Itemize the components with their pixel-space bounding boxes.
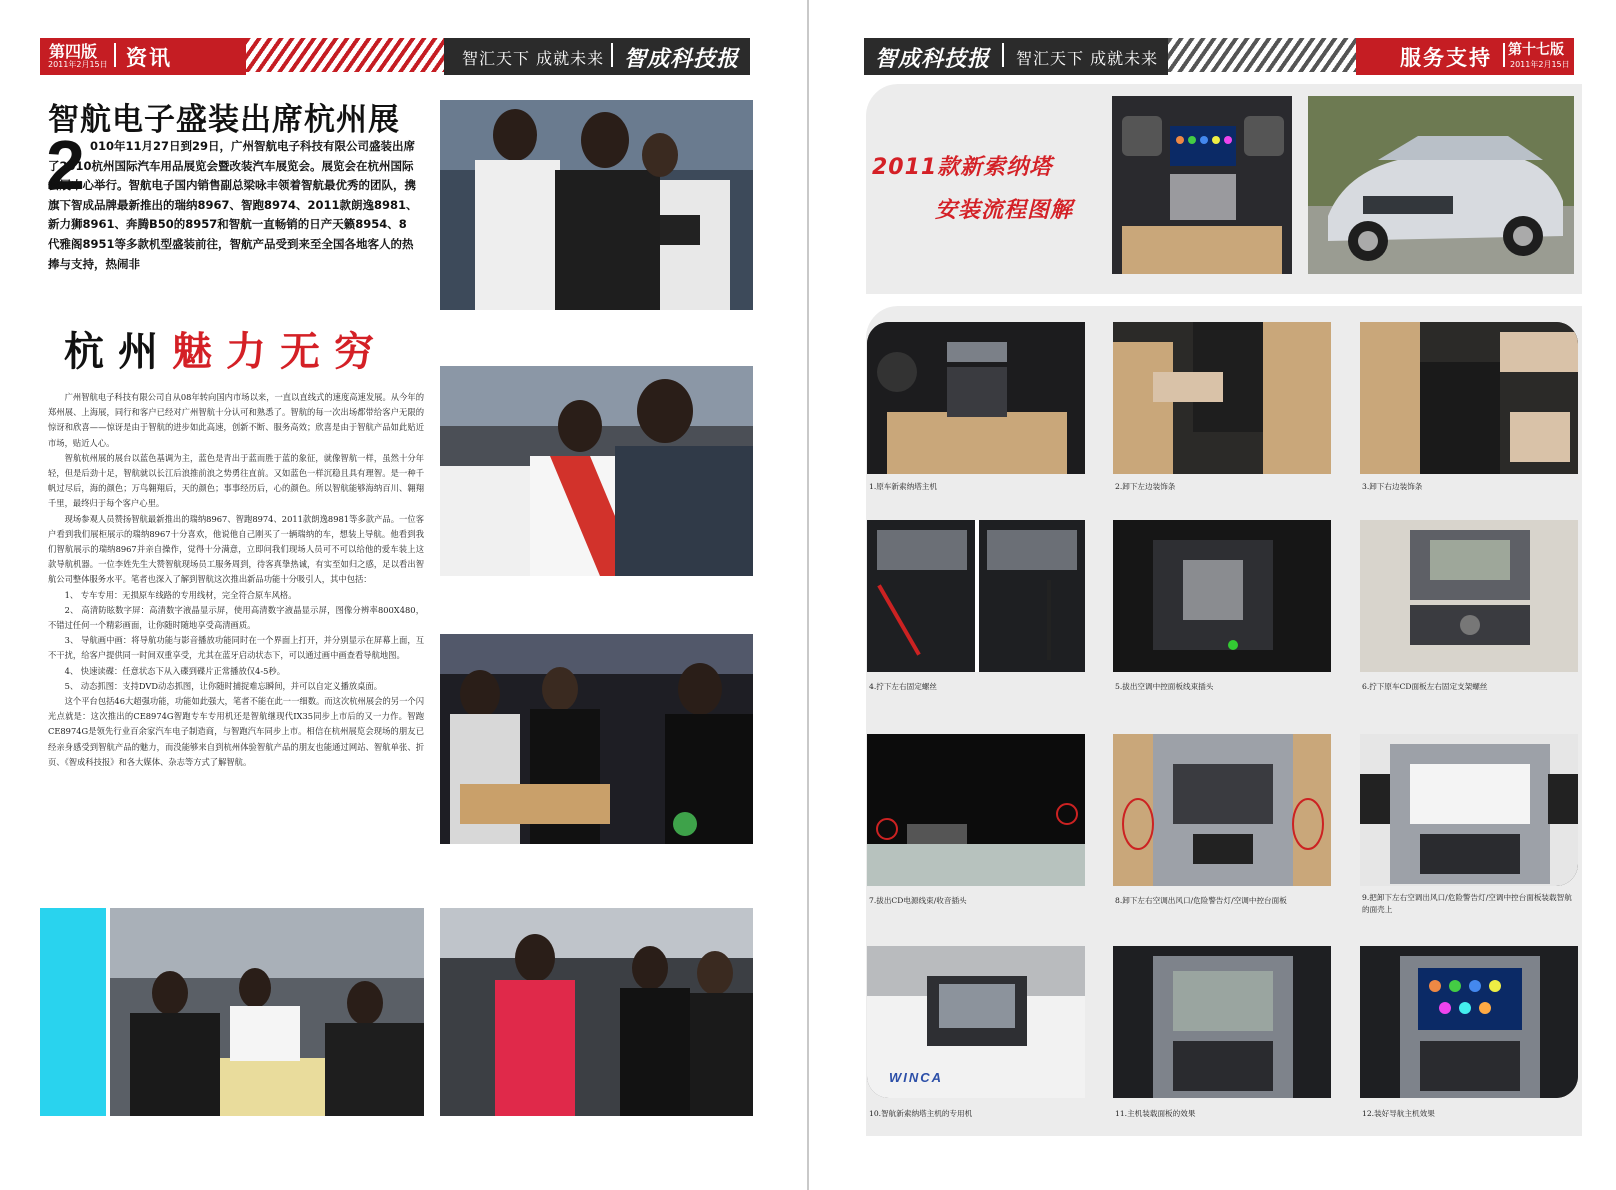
divider	[1503, 43, 1505, 67]
article-title-red: 魅力无穷	[172, 328, 388, 375]
meeting-photo	[110, 908, 424, 1116]
feature-item: 4、 快速读碟：任意状态下从入碟到碟片正常播放仅4-5秒。	[64, 665, 285, 676]
section-title: 资讯	[126, 46, 172, 70]
header-hatch	[1168, 38, 1356, 72]
page-date: 2011年2月15日	[1510, 60, 1570, 69]
header-rule	[40, 72, 246, 75]
step-12-caption: 12.装好导航主机效果	[1362, 1109, 1435, 1118]
step-3-image	[1360, 322, 1578, 474]
step-10-image	[867, 946, 1085, 1098]
paragraph: 这个平台包括46大超强功能，功能如此强大，笔者不能在此一一细数。而这次杭州展会的另一个闪光点就是：这次推出的CE8974G智跑专车专用机还是智航继现代IX35同步上市后的又一力作。智跑CE8974G是领先行业百余家汽车电子制造商，与智跑汽车同步上市。相信在杭州展览会现场的朋友已经亲身感受到智航产品的魅力，而没能够来自到杭州体验智航产品的朋友也能通过网站、智航单张、折页、《智成科技报》和各大媒体、杂志等方式了解智航。	[48, 696, 424, 767]
car-photo	[1308, 96, 1574, 274]
article-title	[64, 320, 388, 377]
divider	[114, 43, 116, 67]
step-10-caption: 10.智航新索纳塔主机的专用机	[869, 1109, 973, 1118]
dashboard-photo	[1112, 96, 1292, 274]
step-7-image	[867, 734, 1085, 886]
step-8-image	[1113, 734, 1331, 886]
booth-photo-2	[440, 366, 753, 576]
product-brand: WINCA	[889, 1070, 944, 1085]
feature-item: 3、 导航画中画：将导航功能与影音播放功能同时在一个界面上打开，并分别显示在屏幕上面，互不干扰，给客户提供同一时间双重享受，尤其在蓝牙启动状态下，可以通过画中画查看导航地图。	[48, 635, 424, 661]
slogan: 智汇天下 成就未来	[462, 49, 605, 68]
slogan: 智汇天下 成就未来	[1016, 49, 1159, 68]
divider	[611, 43, 613, 67]
step-8-caption: 8.卸下左右空调出风口/危险警告灯/空调中控台面板	[1115, 896, 1287, 905]
step-4-image	[867, 520, 1085, 672]
header-rule	[444, 72, 750, 75]
step-5-caption: 5.拔出空调中控面板线束插头	[1115, 682, 1214, 691]
headline: 智航电子盛装出席杭州展	[48, 102, 400, 138]
step-2-image	[1113, 322, 1331, 474]
step-6-image	[1360, 520, 1578, 672]
step-9-image	[1360, 734, 1578, 886]
step-6-caption: 6.拧下原车CD面板左右固定支架螺丝	[1362, 682, 1488, 691]
step-5-image	[1113, 520, 1331, 672]
section-title: 服务支持	[1400, 46, 1492, 70]
paragraph: 广州智航电子科技有限公司自从08年转向国内市场以来，一直以直线式的速度高速发展。从今年的郑州展、上海展，同行和客户已经对广州智航十分认可和熟悉了。智航的每一次出场都带给客户无限的惊讶和欣喜——惊讶是由于智航的进步如此高速，创新不断、服务高效；欣喜是由于智航产品如此贴近市场，贴近人心。	[48, 392, 424, 448]
page-number: 第十七版	[1508, 42, 1564, 58]
feature-item: 1、 专车专用：无损原车线路的专用线材，完全符合原车风格。	[64, 589, 297, 600]
step-11-caption: 11.主机装载面板的效果	[1115, 1109, 1196, 1118]
lead-paragraph: 010年11月27日到29日，广州智航电子科技有限公司盛装出席了2010杭州国际汽车用品展览会暨改装汽车展览会。展览会在杭州国际会展中心举行。智航电子国内销售副总梁咏丰领着智航最优秀的团队，携旗下智成品牌最新推出的瑞纳8967、智跑8974、2011款朗逸8981、新力狮8961、奔腾B50的8957和智航一直畅销的日产天籁8954、8代雅阁8951等多款机型盛装前往，智航产品受到来至全国各地客人的热捧与支持，热闹非	[48, 139, 418, 271]
cyan-accent-box	[40, 908, 106, 1116]
page-spine	[807, 0, 809, 1190]
step-9-caption: 9.把卸下左右空调出风口/危险警告灯/空调中控台面板装载智航的面壳上	[1362, 893, 1572, 914]
step-1-caption: 1.原车新索纳塔主机	[869, 482, 937, 491]
step-7-caption: 7.拔出CD电源线束/收音插头	[869, 896, 967, 905]
paragraph: 智航杭州展的展台以蓝色基调为主，蓝色是青出于蓝而胜于蓝的象征，就像智航一样，虽然十分年轻，但是后劲十足，智航就以长江后浪推前浪之势勇往直前。又如蓝色一样沉稳且具有理智。是一种千帆过尽后，海的颜色；万鸟翱翔后，天的颜色；事事经历后，心的颜色。所以智航能够海纳百川、翱翔千里，最终归于每个客户心里。	[48, 452, 424, 509]
divider	[1002, 43, 1004, 67]
feature-item: 2、 高清防眩数字屏：高清数字液晶显示屏，使用高清数字液晶显示屏，图像分辨率800X480，不错过任何一个精彩画面，让你随时随地享受高清画质。	[48, 604, 424, 631]
drop-cap: 2	[46, 126, 85, 204]
page-number: 第四版	[49, 42, 98, 61]
step-11-image	[1113, 946, 1331, 1098]
step-1-image	[867, 322, 1085, 474]
page-date: 2011年2月15日	[48, 60, 108, 69]
booth-photo-1	[440, 100, 753, 310]
feature-item: 5、 动态抓图：支持DVD动态抓图，让你随时捕捉难忘瞬间，并可以自定义播放桌面。	[64, 680, 383, 691]
paper-name: 智成科技报	[624, 47, 740, 72]
paragraph: 现场参观人员赞扬智航最新推出的瑞纳8967、智跑8974、2011款朗逸8981等多款产品。一位客户看到我们展柜展示的瑞纳8967十分喜欢，他说他自己刚买了一辆瑞纳的车，想装上导航。他看到我们智航展示的瑞纳8967并亲自操作，觉得十分满意，立即问我们现场人员可不可以给他的爱车装上这款导航机器。一位李姓先生大赞智航现场员工服务周到，待客真挚热诚，有实至如归之感，足以看出智航公司整体服务水平。笔者也深入了解到智航这次推出新品功能十分吸引人，其中包括：	[48, 513, 424, 585]
step-12-image	[1360, 946, 1578, 1098]
article-title-black: 杭州	[64, 328, 172, 375]
hero-title-line2: 安装流程图解	[935, 198, 1074, 223]
paper-name: 智成科技报	[875, 47, 991, 72]
header-rule	[1356, 72, 1574, 75]
hero-title-line1: 2011款新索纳塔	[872, 155, 1053, 180]
header-hatch	[246, 38, 444, 72]
crowd-photo	[440, 634, 753, 844]
step-3-caption: 3.卸下右边装饰条	[1362, 482, 1423, 491]
step-4-caption: 4.拧下左右固定螺丝	[869, 682, 937, 691]
step-2-caption: 2.卸下左边装饰条	[1115, 482, 1176, 491]
article-body	[48, 390, 424, 770]
header-rule	[864, 72, 1168, 75]
visitors-photo	[440, 908, 753, 1116]
